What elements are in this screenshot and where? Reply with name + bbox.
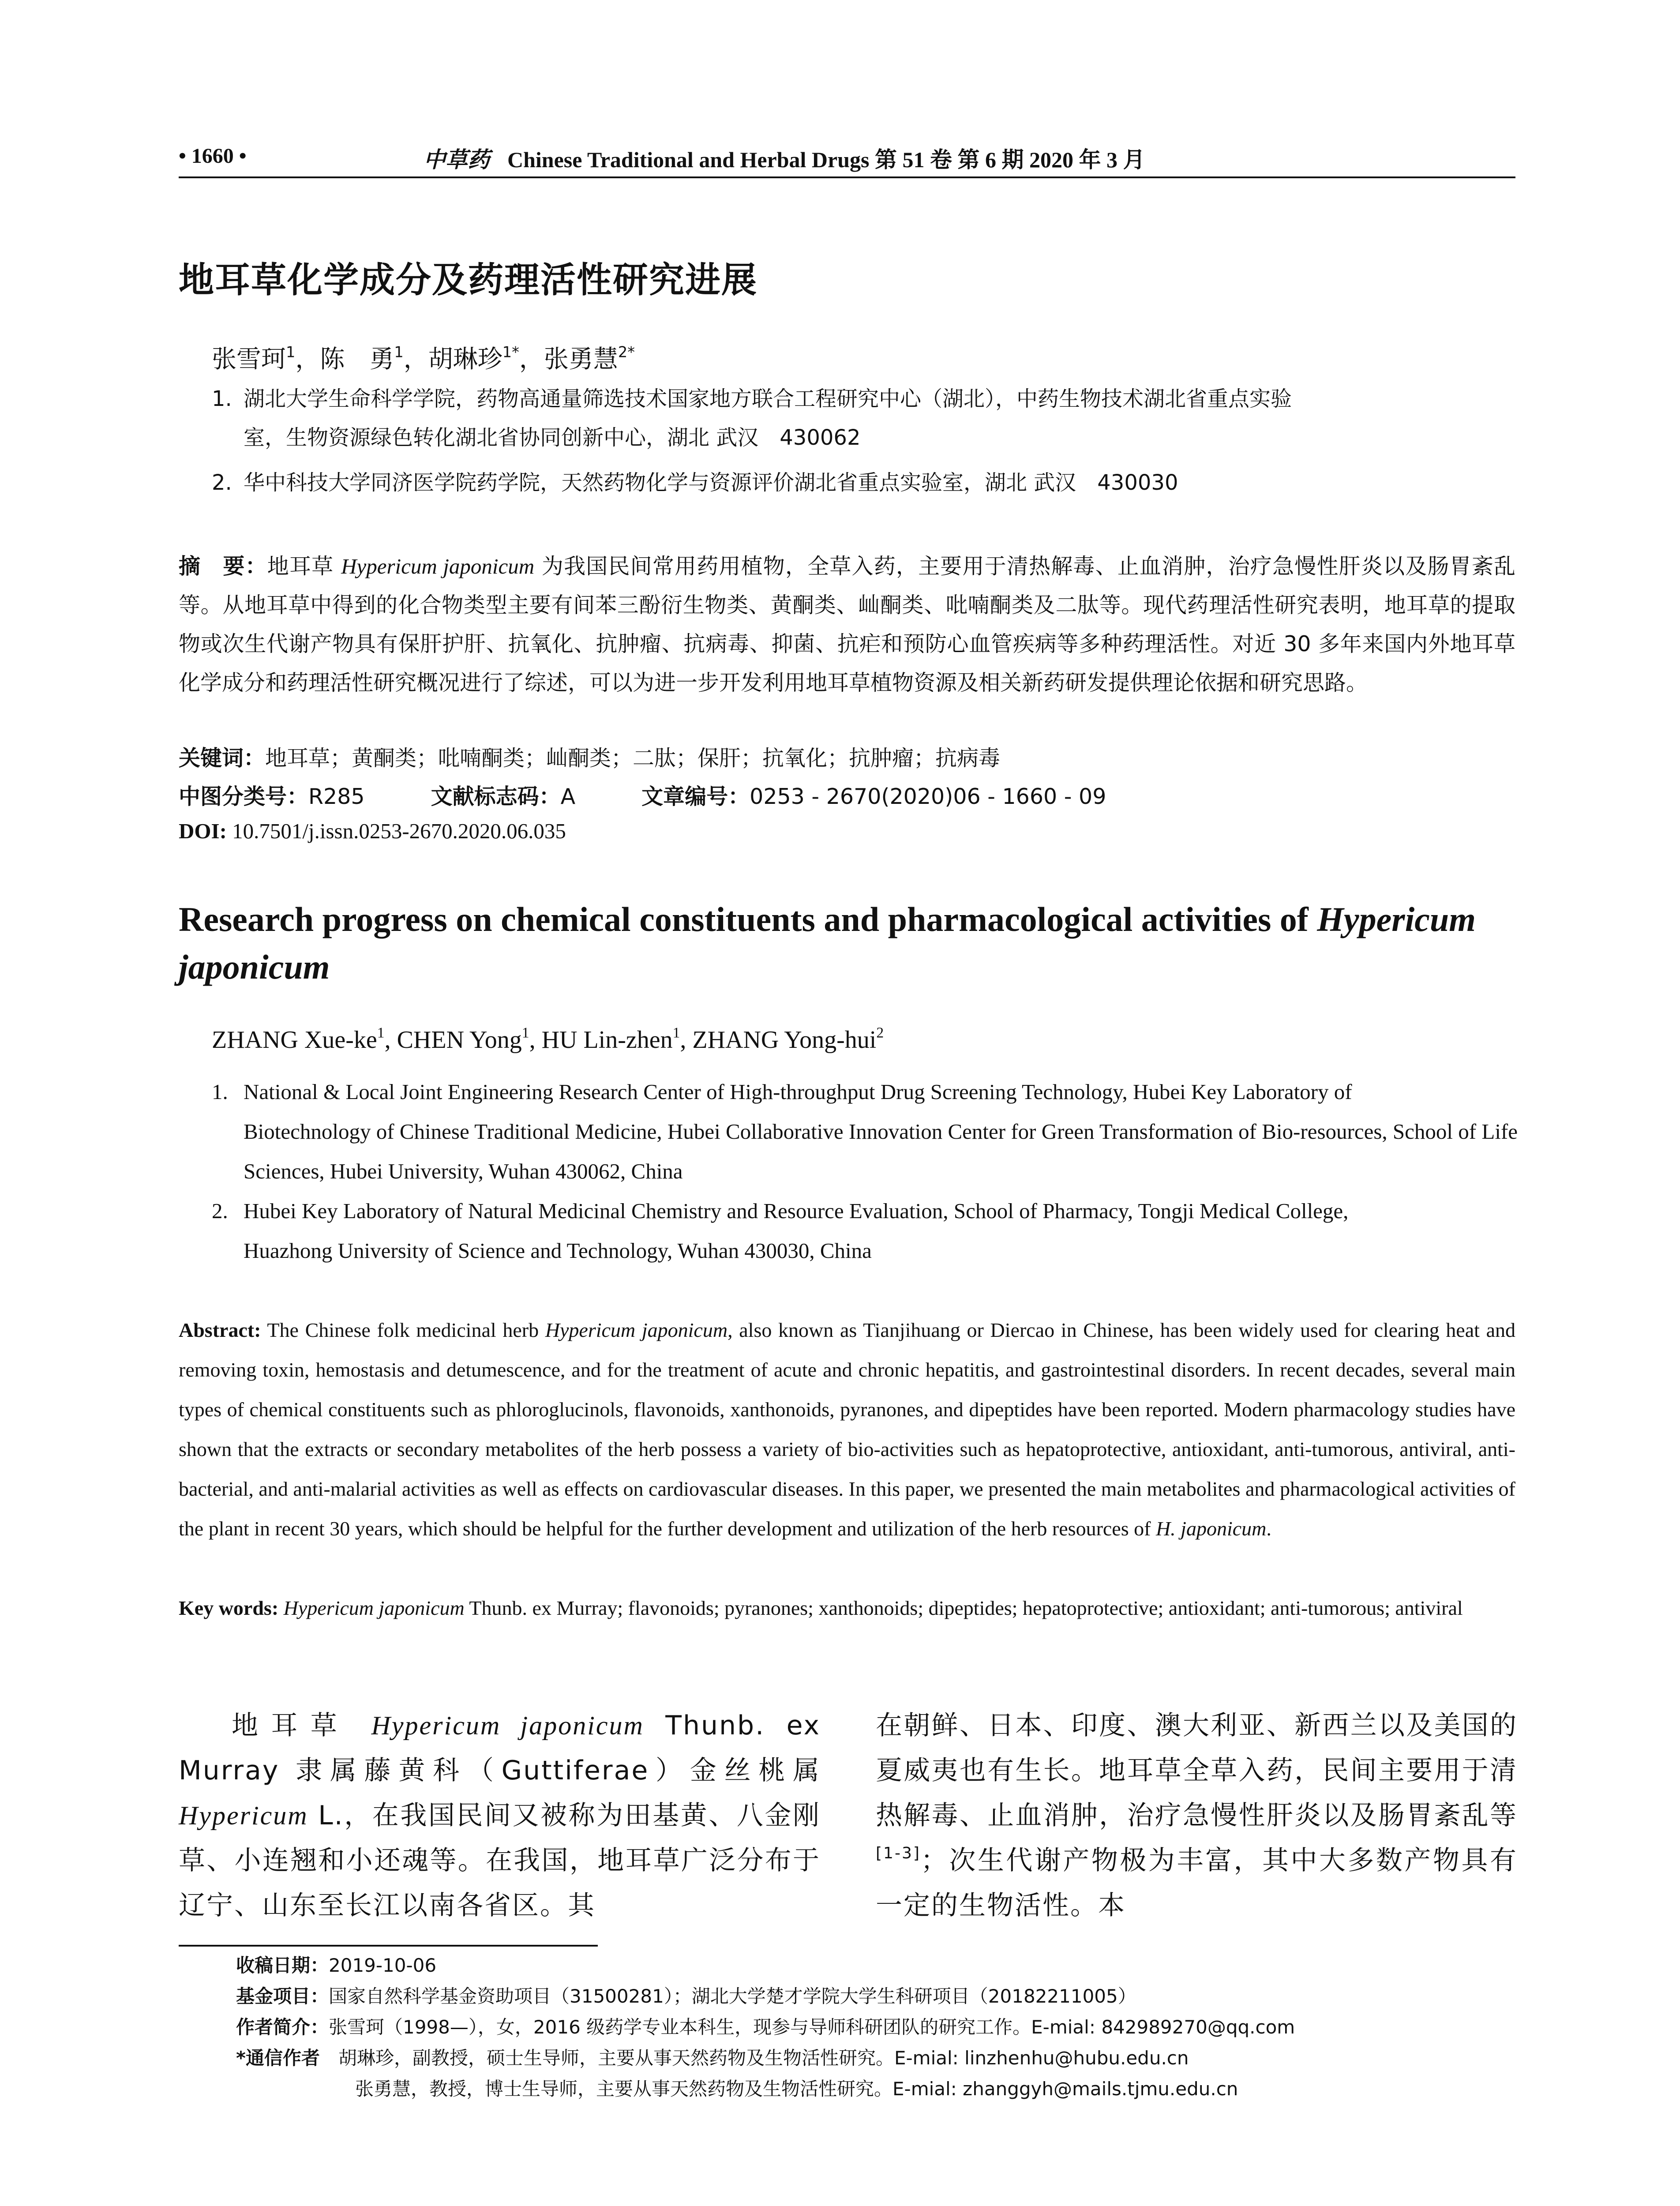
journal-logo: 中草药 xyxy=(424,147,490,173)
author-name: 陈 勇 xyxy=(320,345,394,374)
body-column-right xyxy=(876,1703,1518,1928)
doc-code-value: A xyxy=(560,784,576,809)
chinese-keywords xyxy=(179,741,1000,772)
footnote-label: *通信作者 xyxy=(236,2047,320,2069)
latin-name: Hypericum japonicum xyxy=(341,554,535,578)
author-sup: 1 xyxy=(286,343,296,361)
doc-code-label: 文献标志码： xyxy=(431,784,561,809)
author-sup: 1 xyxy=(672,1024,680,1041)
affiliation-text: 华中科技大学同济医学院药学院，天然药物化学与资源评价湖北省重点实验室，湖北 武汉 430030 xyxy=(244,470,1178,495)
classification-line xyxy=(179,780,1106,810)
keywords-label: Key words: xyxy=(179,1597,279,1619)
chinese-title: 地耳草化学成分及药理活性研究进展 xyxy=(179,259,758,300)
body-text: 地耳草 xyxy=(232,1710,371,1741)
latin-name: Hypericum japonicum xyxy=(371,1711,644,1740)
chinese-abstract xyxy=(179,547,1515,702)
footnote-text: 张勇慧，教授，博士生导师，主要从事天然药物及生物活性研究。E-mial: zhanggyh@mails.tjmu.edu.cn xyxy=(355,2078,1238,2100)
footnote-label: 作者简介： xyxy=(236,2016,329,2038)
english-affiliation-2 xyxy=(212,1191,1518,1271)
footnote-label: 收稿日期： xyxy=(236,1955,329,1976)
body-column-left xyxy=(179,1703,821,1928)
title-text: Research progress on chemical constituents and pharmacological activities of xyxy=(179,900,1317,938)
abstract-text: . xyxy=(1266,1517,1271,1540)
latin-name: Hypericum japonicum xyxy=(278,1597,465,1619)
body-text: ；次生代谢产物极为丰富，其中大多数产物具有一定的生物活性。本 xyxy=(876,1845,1518,1921)
english-title xyxy=(179,896,1515,991)
affiliation-number: 1. xyxy=(212,386,232,411)
article-no-label: 文章编号： xyxy=(641,784,750,809)
header-rule xyxy=(179,176,1515,178)
author-sup: 1 xyxy=(394,343,404,361)
affiliation-text: National & Local Joint Engineering Research Center of High-throughput Drug Screening Technology, Hubei Key Laboratory of xyxy=(244,1080,1352,1104)
abstract-label: Abstract: xyxy=(179,1319,261,1341)
english-abstract xyxy=(179,1310,1515,1549)
author-name: HU Lin-zhen xyxy=(541,1026,673,1054)
footnote-author-bio xyxy=(236,2012,1295,2043)
affiliation-text: Huazhong University of Science and Technology, Wuhan 430030, China xyxy=(244,1238,872,1263)
body-text: 在朝鲜、日本、印度、澳大利亚、新西兰以及美国的夏威夷也有生长。地耳草全草入药，民间主要用于清热解毒、止血消肿，治疗急慢性肝炎以及肠胃紊乱等 xyxy=(876,1710,1518,1831)
doi-value[interactable]: 10.7501/j.issn.0253-2670.2020.06.035 xyxy=(226,819,566,843)
title-latin: Hypericum japonicum xyxy=(179,900,1476,986)
clc-label: 中图分类号： xyxy=(179,784,309,809)
abstract-text: 地耳草 xyxy=(267,554,341,579)
author-name: 胡琳珍 xyxy=(428,345,502,374)
citation-ref[interactable]: [1-3] xyxy=(876,1844,921,1862)
author-sup: 1 xyxy=(377,1024,385,1041)
clc-value: R285 xyxy=(308,784,365,809)
affiliation-text: Biotechnology of Chinese Traditional Medicine, Hubei Collaborative Innovation Center for Green Transformation of Bio-resources, School of Life Sciences, Hubei University, Wuhan 430062, China xyxy=(244,1119,1518,1183)
doi-line xyxy=(179,818,566,844)
affiliation-text: 室，生物资源绿色转化湖北省协同创新中心，湖北 武汉 430062 xyxy=(244,425,861,450)
doi-label: DOI: xyxy=(179,819,227,843)
abstract-label: 摘 要： xyxy=(179,554,267,579)
affiliation-text: Hubei Key Laboratory of Natural Medicinal Chemistry and Resource Evaluation, School of Pharmacy, Tongji Medical College, xyxy=(244,1199,1349,1223)
author-name: 张勇慧 xyxy=(544,345,618,374)
author-name: 张雪珂 xyxy=(212,345,286,374)
author-name: ZHANG Yong-hui xyxy=(692,1026,877,1054)
english-keywords xyxy=(179,1588,1515,1628)
author-name: CHEN Yong xyxy=(397,1026,522,1054)
keywords-text: 地耳草；黄酮类；吡喃酮类；屾酮类；二肽；保肝；抗氧化；抗肿瘤；抗病毒 xyxy=(265,746,1001,771)
abstract-text: The Chinese folk medicinal herb xyxy=(261,1319,545,1341)
affiliation-number: 1. xyxy=(212,1080,228,1104)
footnote-text: 2019-10-06 xyxy=(329,1955,437,1976)
footnote-text: 张雪珂（1998—），女，2016 级药学专业本科生，现参与导师科研团队的研究工作。E-mial: 842989270@qq.com xyxy=(329,2016,1295,2038)
footnote-received xyxy=(236,1950,436,1981)
affiliation-text: 湖北大学生命科学学院，药物高通量筛选技术国家地方联合工程研究中心（湖北），中药生物技术湖北省重点实验 xyxy=(244,386,1292,411)
abstract-text: , also known as Tianjihuang or Diercao in Chinese, has been widely used for clearing heat and removing toxin, hemostasis and detumescence, and for the treatment of acute and chronic hepatitis, and gastrointestinal disorders. In recent decades, several main types of chemical constituents such as phloroglucinols, flavonoids, xanthonoids, pyranones, and dipeptides have been reported. Modern pharmacology studies have shown that the extracts or secondary metabolites of the herb possess a variety of bio-activities such as hepatoprotective, antioxidant, anti-tumorous, antiviral, anti-bacterial, and anti-malarial activities as well as effects on cardiovascular diseases. In this paper, we presented the main metabolites and pharmacological activities of the plant in recent 30 years, which should be helpful for the further development and utilization of the herb resources of xyxy=(179,1319,1516,1540)
english-authors: ZHANG Xue-$ke^1$, CHEN Yong$^1$, HU Lin-zhen$^1$, ZHANG Yong-hui$^2$ xyxy=(212,1024,884,1054)
keywords-text: Thunb. ex Murray; flavonoids; pyranones; xanthonoids; dipeptides; hepatoprotective; antioxidant; anti-tumorous; antiviral xyxy=(464,1597,1463,1619)
author-sup: 1 xyxy=(521,1024,529,1041)
running-header xyxy=(424,142,1145,174)
chinese-affiliation-2 xyxy=(212,463,1518,502)
author-sup: 2* xyxy=(618,343,635,361)
body-text: Thunb. ex Murray 隶属藤黄科（Guttiferae）金丝桃属 xyxy=(179,1710,821,1786)
article-no-value: 0253 - 2670(2020)06 - 1660 - 09 xyxy=(750,784,1106,809)
footnote-corresponding-2 xyxy=(355,2074,1238,2105)
chinese-affiliation-1 xyxy=(212,379,1518,457)
author-sup: 2 xyxy=(876,1024,884,1041)
footnote-fund xyxy=(236,1981,1136,2012)
footnote-label: 基金项目： xyxy=(236,1985,329,2007)
latin-name: Hypericum xyxy=(179,1801,308,1830)
footnote-corresponding xyxy=(236,2043,1189,2074)
latin-name: Hypericum japonicum xyxy=(545,1319,728,1341)
affiliation-number: 2. xyxy=(212,1199,228,1223)
author-name: ZHANG Xue-ke xyxy=(212,1026,377,1054)
page-number: • 1660 • xyxy=(179,144,247,168)
body-text: L.，在我国民间又被称为田基黄、八金刚草、小连翘和小还魂等。在我国，地耳草广泛分布于辽宁、山东至长江以南各省区。其 xyxy=(179,1800,821,1921)
affiliation-number: 2. xyxy=(212,470,232,495)
latin-name: H. japonicum xyxy=(1155,1517,1267,1540)
footnote-text: 胡琳珍，副教授，硕士生导师，主要从事天然药物及生物活性研究。E-mial: linzhenhu@hubu.edu.cn xyxy=(319,2047,1189,2069)
english-affiliation-1 xyxy=(212,1072,1518,1191)
keywords-label: 关键词： xyxy=(179,746,266,771)
abstract-text: 为我国民间常用药用植物，全草入药，主要用于清热解毒、止血消肿，治疗急慢性肝炎以及肠胃紊乱等。从地耳草中得到的化合物类型主要有间苯三酚衍生物类、黄酮类、屾酮类、吡喃酮类及二肽等。现代药理活性研究表明，地耳草的提取物或次生代谢产物具有保肝护肝、抗氧化、抗肿瘤、抗病毒、抑菌、抗疟和预防心血管疾病等多种药理活性。对近 30 多年来国内外地耳草化学成分和药理活性研究概况进行了综述，可以为进一步开发利用地耳草植物资源及相关新药研发提供理论依据和研究思路。 xyxy=(179,554,1516,695)
author-sup: 1* xyxy=(502,343,519,361)
footnote-rule xyxy=(179,1945,598,1947)
chinese-authors: 张雪珂$^1$，陈 勇$^1$，胡琳珍$^{1*}$，张勇慧$^{2*}$ xyxy=(212,343,635,374)
footnote-text: 国家自然科学基金资助项目（31500281）；湖北大学楚才学院大学生科研项目（20182211005） xyxy=(329,1985,1136,2007)
journal-info: Chinese Traditional and Herbal Drugs 第 51 卷 第 6 期 2020 年 3 月 xyxy=(507,147,1145,172)
